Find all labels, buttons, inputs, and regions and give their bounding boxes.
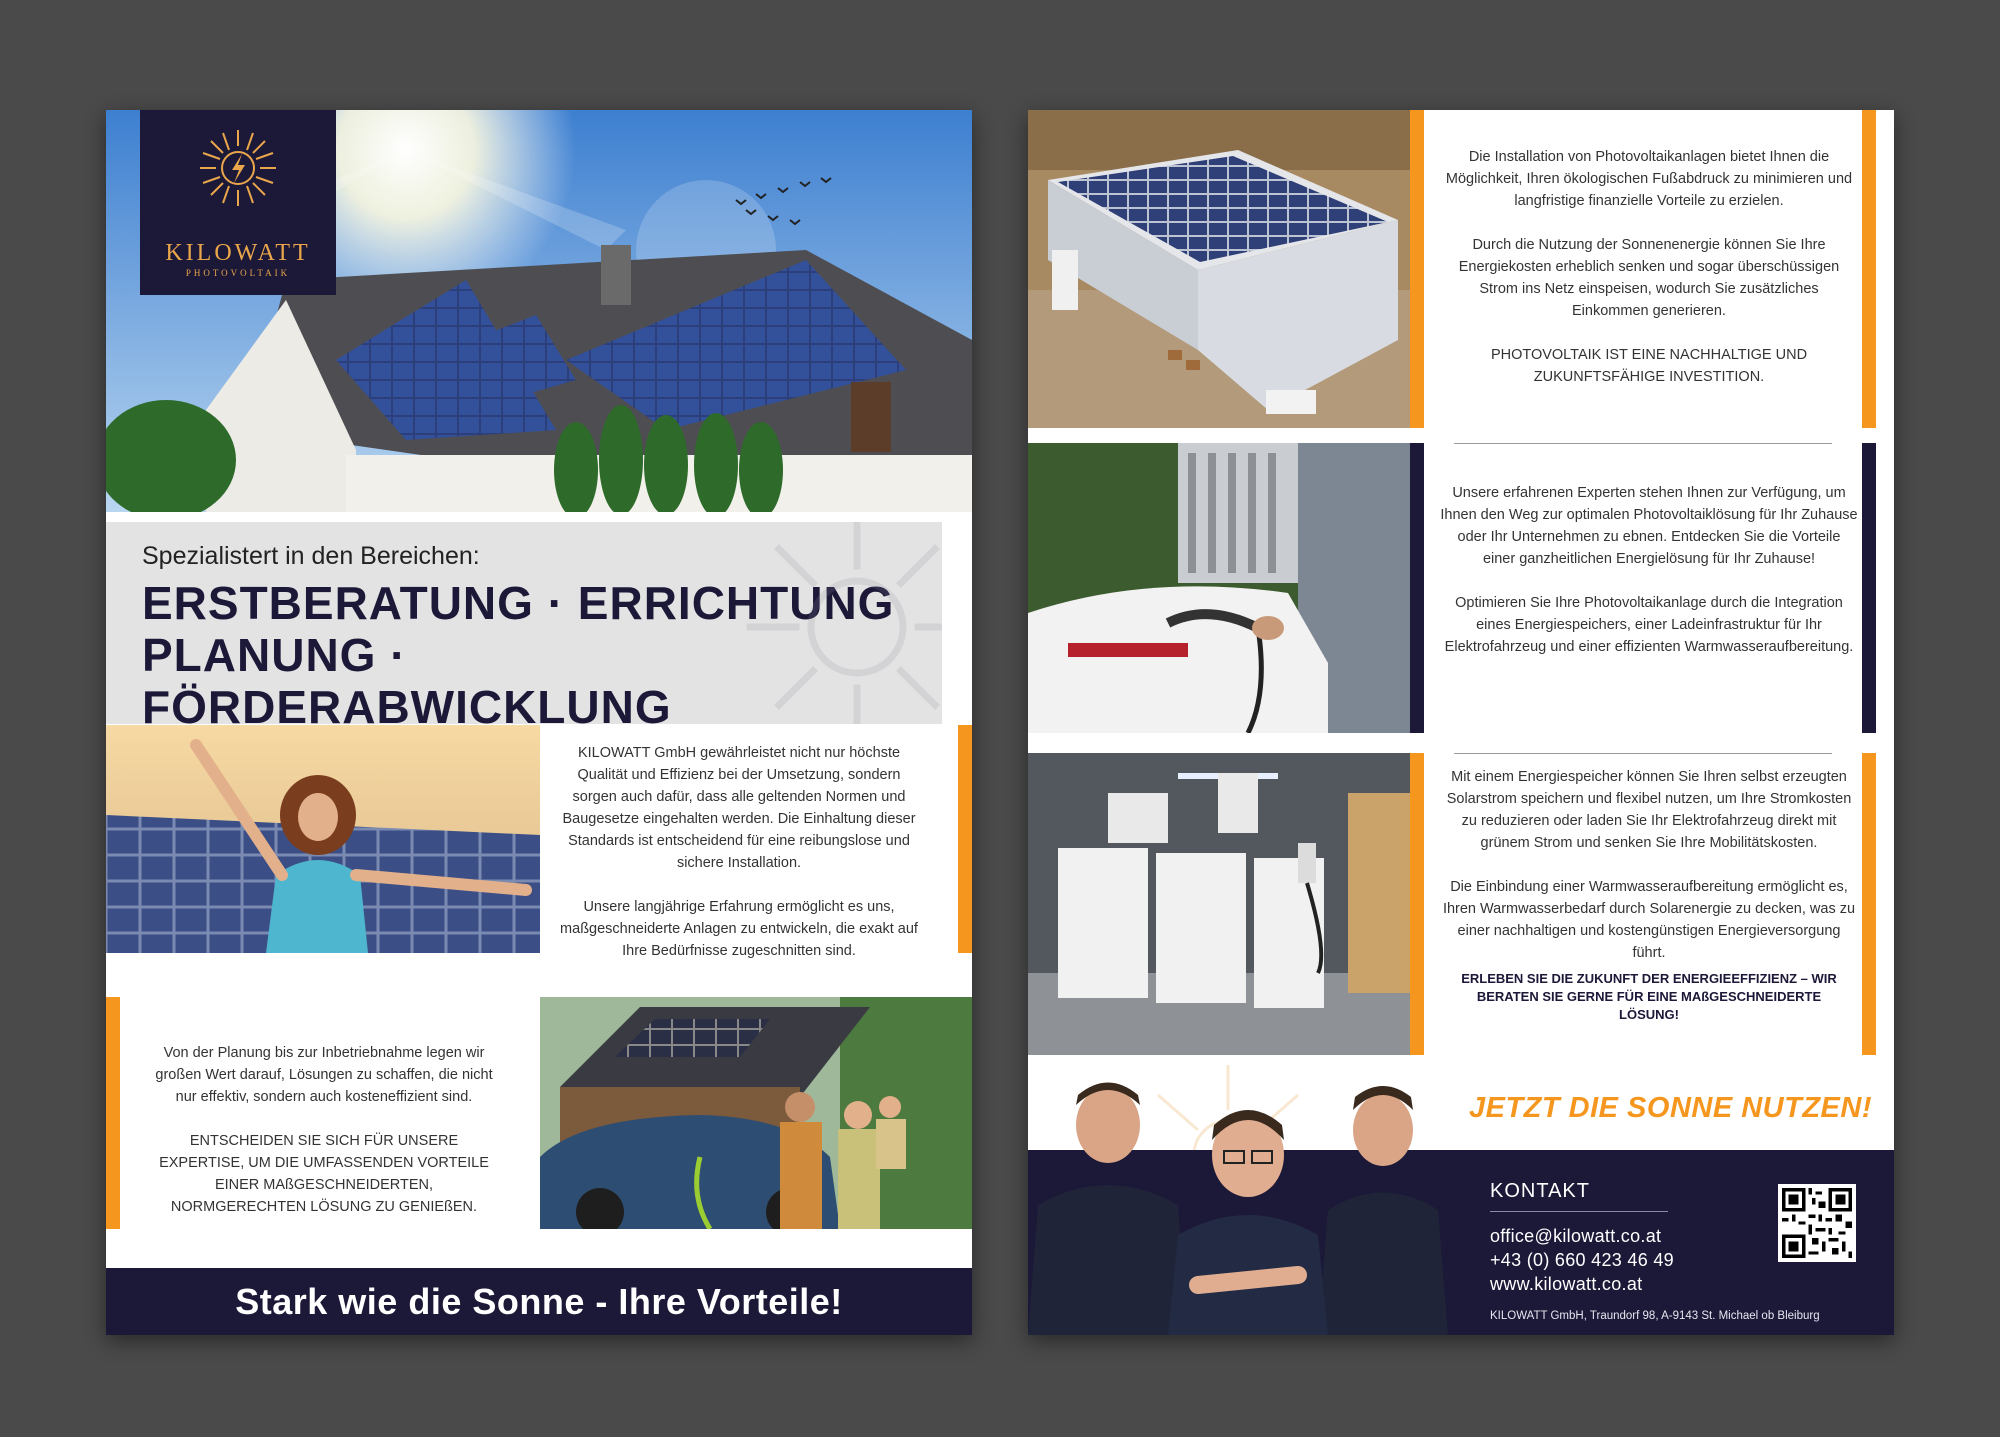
headline-intro: Spezialistert in den Bereichen: [142, 542, 480, 570]
back-sec1-paragraph-2: Durch die Nutzung der Sonnenenergie können Sie Ihre Energiekosten erheblich senken und sogar überschüssigen Strom ins Netz einspeisen, wodurch Sie zusätzliches Einkommen generieren. [1458, 237, 1840, 319]
logo-brand-text: KILOWATT [165, 240, 311, 266]
front-block1-paragraph-1: KILOWATT GmbH gewährleistet nicht nur höchste Qualität und Effizienz bei der Umsetzung, sondern sorgen auch dafür, dass alle geltenden Normen und Baugesetze eingehalten werden. Die Einhaltung dieser Standards ist entscheidend für eine reibungslose und sichere Installation. [562, 745, 916, 871]
qr-code[interactable] [1778, 1184, 1856, 1262]
section-divider [1454, 443, 1832, 444]
front-block1-paragraph-2: Unsere langjährige Erfahrung ermöglicht es uns, maßgeschneiderte Anlagen zu entwickeln, die exakt auf Ihre Bedürfnisse zugeschnitten sind. [560, 899, 918, 959]
back-sec3-closing-statement: ERLEBEN SIE DIE ZUKUNFT DER ENERGIEEFFIZIENZ – WIR BERATEN SIE GERNE FÜR EINE MAßGESCHNEIDERTE LÖSUNG! [1461, 971, 1837, 1022]
back-sec1-paragraph-1: Die Installation von Photovoltaikanlagen bietet Ihnen die Möglichkeit, Ihren ökologischen Fußabdruck zu minimieren und langfristige finanzielle Vorteile zu erzielen. [1445, 149, 1853, 209]
cta-headline: JETZT DIE SONNE NUTZEN! [1468, 1092, 1872, 1124]
orange-accent-bar [1410, 110, 1424, 428]
section-divider [1454, 753, 1832, 754]
orange-accent-bar [1410, 753, 1424, 1055]
headline-line-1: ERSTBERATUNG · ERRICHTUNG [142, 577, 895, 629]
family-ev-house-photo [540, 997, 972, 1229]
warehouse-solar-roof-photo [1028, 110, 1410, 428]
sun-logo-icon [198, 128, 278, 208]
contact-website-link[interactable]: www.kilowatt.co.at [1490, 1274, 1643, 1294]
front-text-block-2 [150, 1042, 498, 1218]
back-sec1-paragraph-3: PHOTOVOLTAIK IST EINE NACHHALTIGE UND ZUKUNFTSFÄHIGE INVESTITION. [1490, 347, 1808, 385]
back-sec2-paragraph-1: Unsere erfahrenen Experten stehen Ihnen zur Verfügung, um Ihnen den Weg zur optimalen Photovoltaiklösung für Ihr Zuhause oder Ihr Unternehmen zu ebnen. Entdecken Sie die Vorteile einer ganzheitlichen Energielösung für Ihr Zuhause! [1440, 485, 1858, 567]
navy-accent-bar [1410, 443, 1424, 733]
back-sec2-paragraph-2: Optimieren Sie Ihre Photovoltaikanlage durch die Integration eines Energiespeichers, einer Ladeinfrastruktur für Ihr Elektrofahrzeug und einer effizienten Warmwasseraufbereitung. [1444, 595, 1854, 655]
team-photo [1028, 1075, 1468, 1335]
front-block2-paragraph-2: ENTSCHEIDEN SIE SICH FÜR UNSERE EXPERTISE, UM DIE UMFASSENDEN VORTEILE EINER MAßGESCHNEIDERTEN, NORMGERECHTEN LÖSUNG ZU GENIEßEN. [159, 1133, 489, 1215]
navy-accent-bar [1862, 443, 1876, 733]
kilowatt-logo [140, 110, 336, 295]
flyer-front-page [106, 110, 972, 1335]
orange-accent-bar [958, 725, 972, 953]
woman-solar-panels-photo [106, 725, 540, 953]
ev-charging-photo [1028, 443, 1410, 733]
orange-accent-bar [1862, 110, 1876, 428]
battery-storage-garage-photo [1028, 753, 1410, 1055]
logo-sub-text: PHOTOVOLTAIK [185, 268, 291, 278]
contact-block [1490, 1180, 1820, 1322]
orange-accent-bar [1862, 753, 1876, 1055]
qr-code-icon [1782, 1188, 1852, 1258]
flyer-back-page [1028, 110, 1894, 1335]
contact-email-link[interactable]: office@kilowatt.co.at [1490, 1226, 1662, 1246]
front-footer-banner: Stark wie die Sonne - Ihre Vorteile! [106, 1268, 972, 1335]
headline-band [106, 522, 942, 724]
contact-address: KILOWATT GmbH, Traundorf 98, A-9143 St. Michael ob Bleiburg [1490, 1310, 1820, 1322]
contact-underline [1490, 1211, 1668, 1212]
back-sec3-paragraph-2: Die Einbindung einer Warmwasseraufbereitung ermöglicht es, Ihren Warmwasserbedarf durch Solarenergie zu decken, was zu einer nachhaltigen und kostengünstigen Energieversorgung führt. [1442, 879, 1856, 961]
contact-phone-link[interactable]: +43 (0) 660 423 46 49 [1490, 1250, 1674, 1270]
sun-watermark-icon [742, 522, 942, 724]
back-text-section-3 [1440, 766, 1858, 1024]
headline-line-2: PLANUNG · FÖRDERABWICKLUNG [142, 629, 672, 724]
orange-accent-bar [106, 997, 120, 1229]
back-text-section-2 [1440, 482, 1858, 658]
front-block2-paragraph-1: Von der Planung bis zur Inbetriebnahme legen wir großen Wert darauf, Lösungen zu schaffen, die nicht nur effektiv, sondern auch kosteneffizient sind. [155, 1045, 493, 1105]
back-text-section-1 [1440, 146, 1858, 388]
back-sec3-paragraph-1: Mit einem Energiespeicher können Sie Ihren selbst erzeugten Solarstrom speichern und flexibel nutzen, um Ihre Stromkosten zu reduzieren oder laden Sie Ihr Elektrofahrzeug direkt mit grünem Strom und senken Sie Ihre Mobilitätskosten. [1446, 769, 1852, 851]
contact-heading: KONTAKT [1490, 1180, 1590, 1202]
front-text-block-1 [556, 742, 922, 962]
